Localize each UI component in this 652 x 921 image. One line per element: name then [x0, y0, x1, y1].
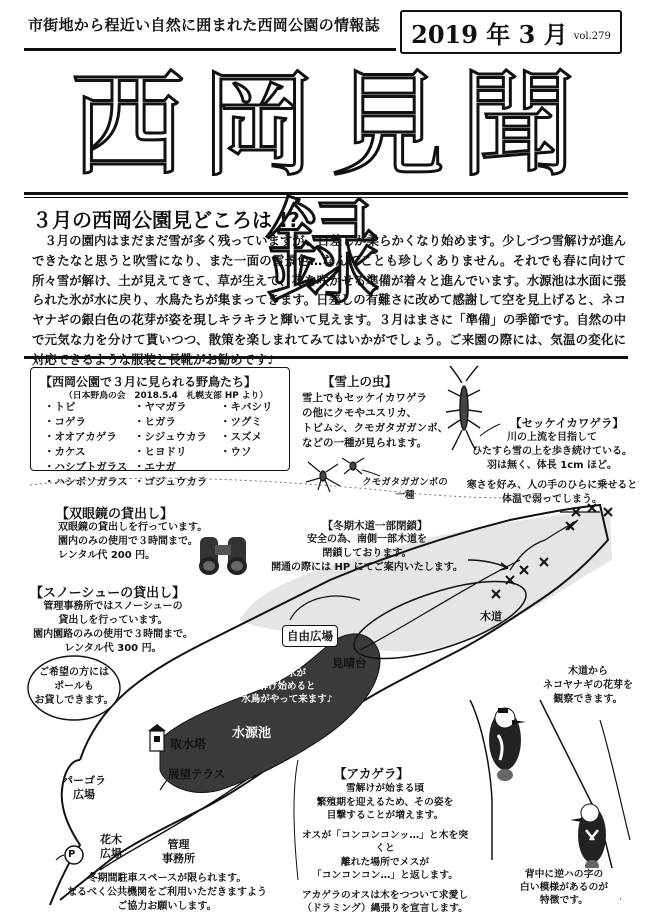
issue-volume: vol.279 [573, 30, 611, 42]
map-label-kanri [162, 838, 195, 866]
parking-note-line: 冬期間駐車スペースが限られます。 [87, 873, 247, 884]
akagera-note-line: 特徴です。 [539, 895, 589, 906]
snow-insect-title: 【雪上の虫】 [322, 374, 398, 389]
snow-insect-line: などの一種が見られます。 [302, 437, 428, 449]
sekkei-insect-icon [446, 366, 482, 450]
bird-item: ・オオアカゲラ [44, 431, 117, 443]
neko-line: 木道から [568, 666, 608, 677]
map-label-line: 広場 [73, 788, 95, 801]
map-label-line: 広場 [100, 847, 122, 860]
intro-body: ３月の園内はまだまだ雪が多く残っていますが、日差しが柔らかくなり始めます。少しづつ雪解けが進んできたなと思うと吹雪になり、また一面の雪景色…なんてことも珍しくありません。それでも春に向けて所々雪が解け、土が見えてきて、草が生えて、花を咲かせる準備が着々と進んでいます。水源池は水面に張られた氷が水に戻り、水鳥たちが集まってきます。日差しの有難さに改めて感謝して空を見上げると、ネコヤナギの銀白色の花芽が姿を現しキラキラと輝いて見えます。３月はまさに「準備」の季節です。自然の中で元気な力を分けて貰いつつ、散策を楽しまれてみてはいかがでしょう。ご来園の際には、気温の変化に対応できるような服装と長靴がお勧めです♪ [32, 233, 626, 367]
bird-item: ・ヒガラ [134, 416, 176, 428]
sekkei-line: 体温で弱ってしまう。 [502, 494, 602, 505]
bird-item: ・ウソ [220, 446, 252, 458]
pond-note-line: 水鳥がやって来ます♪ [241, 694, 333, 705]
bird-item: ・ハシブトガラス [44, 461, 128, 473]
akagera-note [508, 868, 620, 907]
pointer-line [362, 470, 380, 476]
parking-note [42, 872, 292, 914]
intake-tower-icon [148, 724, 166, 751]
snow-insect-line: 雪上でもセッケイカワゲラ [302, 392, 427, 404]
closure-title: 【冬期木道一部閉鎖】 [322, 520, 428, 532]
bird-item: ・ゴジュウカラ [134, 476, 208, 488]
bird-item: ・ハシボソガラス [44, 476, 128, 488]
binocular-line: レンタル代 200 円。 [58, 550, 156, 561]
map-label-line: 事務所 [162, 852, 195, 865]
snow-insect-line: の他にクモやユスリカ、 [302, 407, 417, 419]
akagera-line: 離れた場所でメスが [340, 856, 430, 868]
sekkei-line: 羽は無く、体長 1cm ほど。 [486, 460, 618, 471]
snow-insect-line: トビムシ、クモガタガガンボ、 [302, 422, 449, 434]
binocular-title: 【双眼鏡の貸出し】 [56, 507, 174, 522]
bird-item: ・スズメ [220, 431, 262, 443]
newsletter-title: 西岡見聞録 [70, 58, 590, 321]
sekkei-line: ひたすら雪の上を歩き続けている。 [472, 446, 632, 457]
poll-line: ご希望の方には [39, 667, 109, 678]
pointer-line [480, 424, 500, 436]
bird-item: ・コゲラ [44, 416, 86, 428]
closure-line: 安全の為、南側一部木道を [307, 534, 427, 545]
bird-item: ・シジュウカラ [134, 431, 208, 443]
map-label-tenbou: 展望テラス [168, 767, 226, 781]
map-label-shusui: 取水塔 [170, 737, 207, 751]
tree-trunk [470, 700, 492, 860]
akagera-line: （ドラミング）縄張りを宣言します。 [302, 903, 468, 914]
akagera-title: 【アカゲラ】 [334, 766, 409, 781]
map-label-miharashi: 見晴台 [332, 656, 367, 670]
bird-item: ・カケス [44, 446, 86, 458]
closure-line: 閉鎖しております。 [322, 548, 412, 559]
birds-source: （日本野鳥の会 2018.5.4 札幌支部 HP より） [64, 391, 269, 401]
akagera-line: 雪解けが始まる頃 [345, 783, 425, 794]
map-label-jiyu: 自由広場 [282, 625, 338, 647]
sekkei-line: 寒さを好み、人の手のひらに乗せると [466, 480, 638, 491]
poll-line: お貸しできます。 [34, 695, 114, 706]
bird-item: ・エナガ [134, 461, 176, 473]
parking-arrow [56, 855, 64, 860]
birds-title: 【西岡公園で３月に見られる野鳥たち】 [40, 375, 257, 389]
tagline: 市街地から程近い自然に囲まれた西岡公園の情報誌 [28, 16, 380, 34]
akagera-line: 「コンコンコン…」と返します。 [311, 870, 459, 881]
bird-item: ・ツグミ [220, 416, 262, 428]
issue-date: 2019 年 3 月 [411, 19, 568, 49]
bird-item: ・トビ [44, 401, 76, 413]
closure-line: 開通の際には HP にてご案内いたします。 [271, 562, 463, 573]
bird-item: ・ヤマガラ [134, 401, 187, 413]
map-label-line: 管理 [167, 838, 190, 851]
map-boundary-dotted [30, 478, 570, 498]
neko-line: ネコヤナギの花芽を [543, 680, 633, 691]
map-label-line: パーゴラ [62, 774, 106, 787]
tree-trunk [600, 720, 630, 840]
bird-item: ・キバシリ [220, 401, 273, 413]
map-label-kaboku [100, 833, 122, 861]
parking-note-line: ご協力お願いします。 [117, 901, 217, 912]
snowshoe-line: 貸出しを行っています。 [58, 615, 168, 626]
akagera-line: 目撃することが増えます。 [326, 810, 444, 821]
sekkei-title: 【セッケイカワゲラ】 [510, 416, 624, 430]
map-label-line: 花木 [100, 833, 122, 846]
binocular-body [58, 521, 207, 563]
akagera-note-line: 白い模様があるのが [519, 882, 609, 893]
intro-heading: ３月の西岡公園見どころは !? [32, 208, 300, 232]
akagera-note-line: 背中に逆ハの字の [524, 869, 604, 880]
snowshoe-line: 園内園路のみの使用で３時間まで。 [33, 629, 193, 640]
map-label-suigenchi: 水源池 [232, 726, 272, 741]
spider-label-line: クモガタガガンボの [362, 477, 448, 488]
woodpecker-icon [570, 804, 606, 872]
pond-note [222, 667, 352, 706]
poll-note [30, 666, 118, 708]
spider-icon [306, 462, 340, 492]
parking-label: P [68, 849, 76, 860]
pond-note-line: 解け始めると [258, 681, 316, 692]
snowshoe-line: 管理事務所ではスノーシューの [43, 601, 183, 612]
map-label-pergola [62, 774, 106, 802]
sekkei-line: 川の上流を目指して [507, 432, 597, 443]
map-label-mokudo: 木道 [480, 610, 502, 623]
binocular-line: 双眼鏡の貸出しを行っています。 [58, 522, 208, 533]
poll-line: ポールも [54, 681, 94, 692]
pond-note-line: 池の氷が [267, 668, 306, 679]
akagera-bracket [294, 760, 298, 880]
parking-note-line: なるべく公共機関をご利用いただきますよう [67, 887, 267, 898]
akagera-line: アカゲラのオスは木をつついて求愛し [301, 889, 469, 901]
binocular-line: 園内のみの使用で３時間まで。 [58, 536, 198, 547]
bird-item: ・ヒヨドリ [134, 446, 187, 458]
akagera-body [300, 782, 470, 916]
woodpecker-icon [489, 708, 526, 781]
closure-body [252, 533, 482, 575]
snowshoe-body [28, 600, 198, 656]
neko-line: 観察できます。 [553, 694, 623, 705]
snowshoe-line: レンタル代 300 円。 [64, 643, 162, 654]
small-insect-icon [342, 458, 364, 474]
nekoyanagi-note [528, 665, 648, 707]
spider-label-line: 一種 [395, 490, 415, 501]
snowshoe-title: 【スノーシューの貸出し】 [30, 586, 186, 601]
akagera-line: 繁殖期を迎えるため、その姿を [316, 796, 454, 808]
akagera-line: オスが「コンコンコンッ…」と木を突くと [301, 829, 469, 854]
